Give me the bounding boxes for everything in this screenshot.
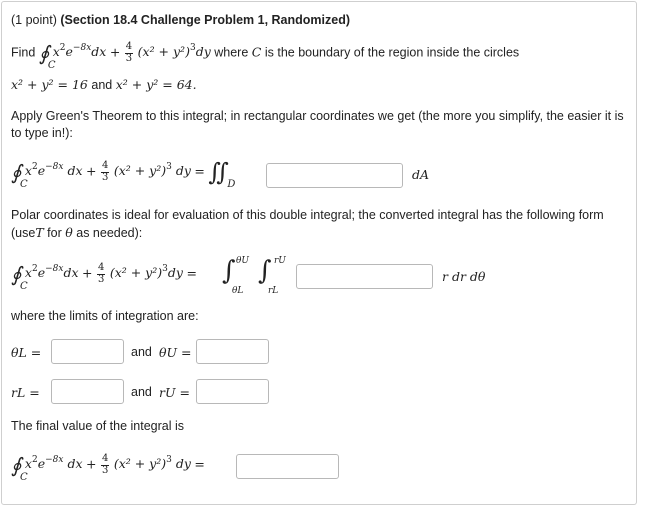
rU-label: rU = <box>159 385 190 400</box>
thetaU-input[interactable] <box>196 339 269 364</box>
thetaL-input[interactable] <box>51 339 124 364</box>
find-label: Find <box>11 45 36 60</box>
double-integral-symbol: ∬ D <box>208 158 236 190</box>
rU-input[interactable] <box>196 379 269 404</box>
and-label-2: and <box>131 385 152 399</box>
problem-panel <box>1 1 637 505</box>
polar-equation: ∮ C $x^2e^{-8x}dx$ + $\frac{4}{3}$ $(x^2 + y^2)^3dy$ = <box>11 262 197 292</box>
outer-integral-symbol: ∫ <box>222 256 236 286</box>
integrand-term1: $x^2e^{-8x}dx$ <box>52 43 107 60</box>
integrand-term2: $(x^2 + y^2)^3dy$ <box>137 43 211 60</box>
fraction-4-3: $\frac{4}{3}$ <box>125 41 133 64</box>
circle-equation-2: x² + y² = 64. <box>115 77 197 92</box>
final-value-input[interactable] <box>236 454 339 479</box>
final-instructions: The final value of the integral is <box>11 419 185 433</box>
and-label-1: and <box>131 345 152 359</box>
problem-statement-line2: x² + y² = 16 and x² + y² = 64. <box>11 77 197 92</box>
final-equation: ∮ C $x^2e^{-8x}$ dx + $\frac{4}{3}$ $(x^2 + y^2)^3$ dy = <box>11 453 205 483</box>
theta-lower-limit: θL <box>232 286 244 296</box>
greens-integrand-input[interactable] <box>266 163 403 188</box>
polar-instructions: Polar coordinates is ideal for evaluation of this double integral; the converted integral has the following form (useT for θ as needed): <box>11 208 604 240</box>
problem-header <box>11 13 350 27</box>
problem-title: (Section 18.4 Challenge Problem 1, Randomized) <box>60 13 350 27</box>
theta-upper-limit: θU <box>236 256 250 266</box>
inner-integral-symbol: ∫ <box>258 256 272 286</box>
problem-statement-line1: Find ∮ C $x^2e^{-8x}dx$ + $\frac{4}{3}$ $(x^2 + y^2)^3dy$ where C is the boundary of the region inside the circles <box>11 41 520 71</box>
contour-integral-symbol: ∮ C <box>38 41 56 71</box>
polar-double-integral <box>222 258 302 298</box>
circle-equation-1: x² + y² = 16 <box>11 77 88 92</box>
contour-integral-symbol: ∮ C <box>11 160 28 190</box>
rL-input[interactable] <box>51 379 124 404</box>
r-dr-dtheta-label: r dr dθ <box>442 269 486 284</box>
thetaL-label: θL = <box>11 345 42 360</box>
points-label: (1 point) <box>11 13 57 27</box>
polar-integrand-input[interactable] <box>296 264 433 289</box>
limits-instructions: where the limits of integration are: <box>11 309 199 323</box>
dA-label: dA <box>412 167 430 182</box>
rL-label: rL = <box>11 385 40 400</box>
thetaU-label: θU = <box>159 345 192 360</box>
r-lower-limit: rL <box>268 286 279 296</box>
greens-equation: ∮ C $x^2e^{-8x}$ dx + $\frac{4}{3}$ $(x^2 + y^2)^3$ dy = ∬ D <box>11 158 236 190</box>
greens-instructions: Apply Green's Theorem to this integral; in rectangular coordinates we get (the more you simplify, the easier it is to type in!): <box>11 109 624 140</box>
r-upper-limit: rU <box>274 256 286 266</box>
